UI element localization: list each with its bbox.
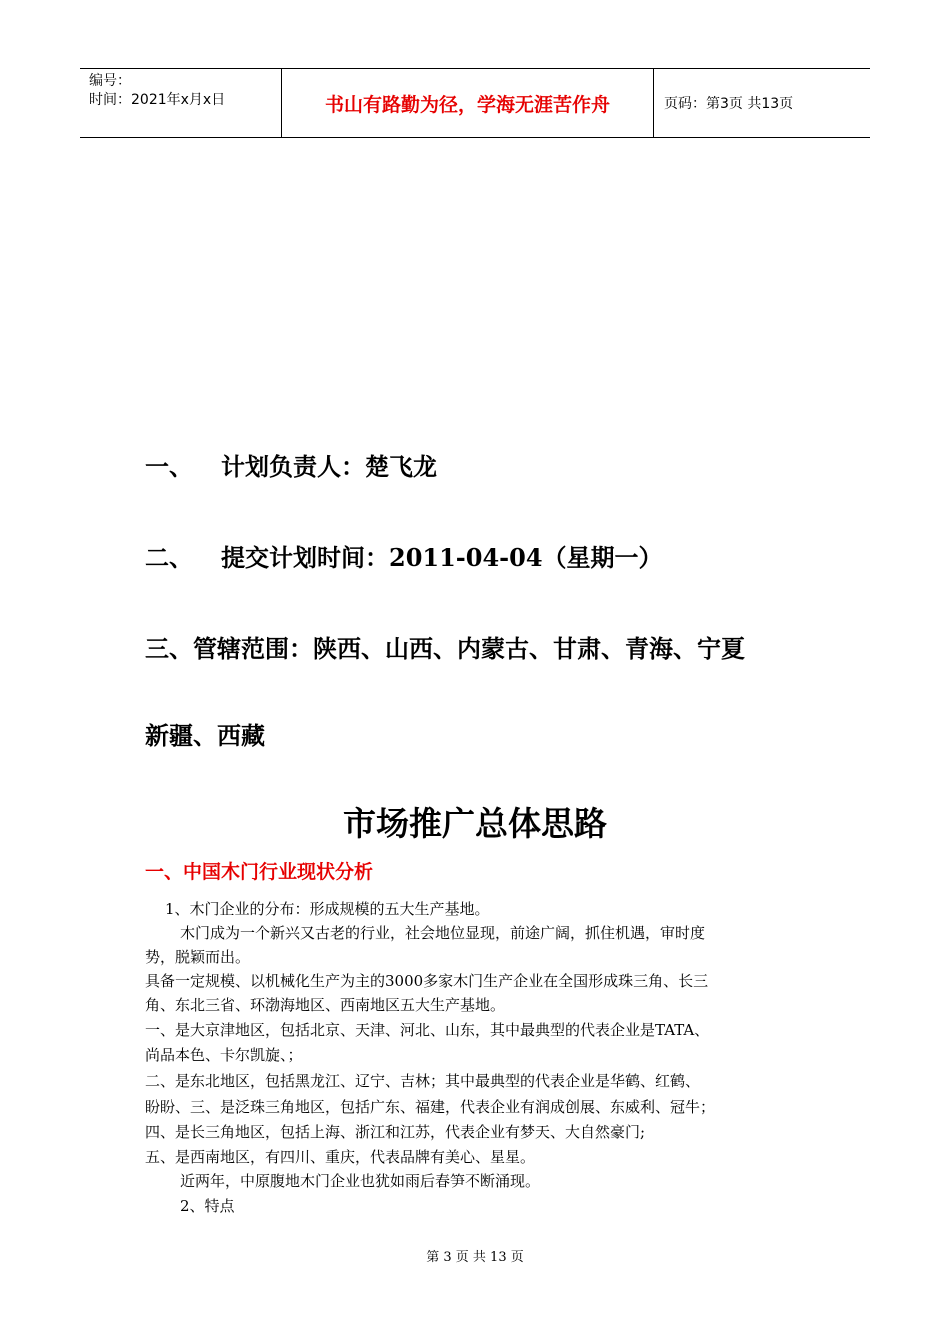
paragraph-line: 盼盼、三、是泛珠三角地区，包括广东、福建，代表企业有润成创展、东威利、冠牛； <box>145 1098 716 1116</box>
header-page-info: 页码：第3页 共13页 <box>664 96 794 112</box>
paragraph-line: 木门成为一个新兴又古老的行业，社会地位显现，前途广阔，抓住机遇，审时度 <box>180 924 706 942</box>
paragraph-line: 2、特点 <box>180 1197 235 1215</box>
divider <box>653 69 654 137</box>
section-text: 提交计划时间：2011-04-04（星期一） <box>221 543 663 572</box>
section-number: 一、 <box>145 452 193 481</box>
paragraph-line: 二、是东北地区，包括黑龙江、辽宁、吉林；其中最典型的代表企业是华鹤、红鹤、 <box>145 1072 701 1090</box>
paragraph-line: 四、是长三角地区，包括上海、浙江和江苏，代表企业有梦天、大自然豪门; <box>145 1123 646 1141</box>
header-meta <box>80 69 281 137</box>
paragraph-line: 尚品本色、卡尔凯旋、； <box>145 1046 303 1064</box>
paragraph-line: 势，脱颖而出。 <box>145 948 251 966</box>
section-submit-time <box>145 538 663 573</box>
paragraph-line: 五、是西南地区，有四川、重庆，代表品牌有美心、星星。 <box>145 1148 536 1166</box>
time-label: 时间：2021年x月x日 <box>89 92 226 108</box>
header-motto: 书山有路勤为径，学海无涯苦作舟 <box>324 93 610 116</box>
section-text: 计划负责人：楚飞龙 <box>221 452 437 481</box>
paragraph-line: 一、是大京津地区，包括北京、天津、河北、山东，其中最典型的代表企业是TATA、 <box>145 1021 710 1039</box>
paragraph-line: 具备一定规模、以机械化生产为主的3000多家木门生产企业在全国形成珠三角、长三 <box>145 972 709 990</box>
subtitle: 一、中国木门行业现状分析 <box>145 861 374 883</box>
section-responsible <box>145 447 437 482</box>
section-region-cont: 新疆、西藏 <box>145 721 265 750</box>
main-title: 市场推广总体思路 <box>343 804 607 843</box>
paragraph-line: 近两年，中原腹地木门企业也犹如雨后春笋不断涌现。 <box>180 1172 541 1190</box>
paragraph-line: 角、东北三省、环渤海地区、西南地区五大生产基地。 <box>145 996 506 1014</box>
paragraph-line: 1、木门企业的分布：形成规模的五大生产基地。 <box>165 900 490 918</box>
section-number: 二、 <box>145 543 193 572</box>
section-region: 三、管辖范围：陕西、山西、内蒙古、甘肃、青海、宁夏 <box>145 634 745 663</box>
number-label: 编号： <box>89 73 131 89</box>
page-header <box>80 68 870 138</box>
page-footer: 第 3 页 共 13 页 <box>426 1250 524 1265</box>
